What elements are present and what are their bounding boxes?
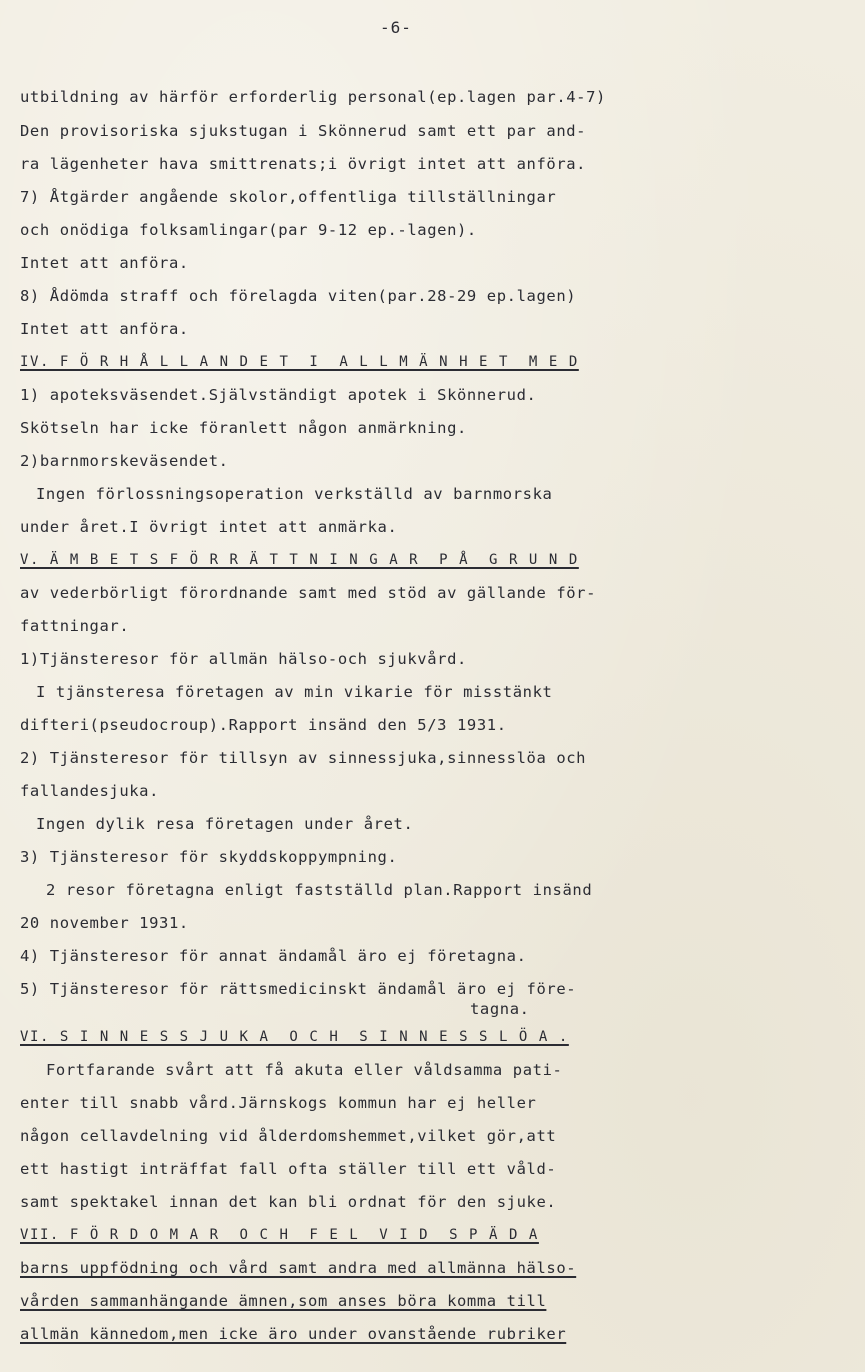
text-line-23: Ingen dylik resa företagen under året. (36, 815, 414, 833)
text-line-7: 8) Ådömda straff och förelagda viten(par.28-29 ep.lagen) (20, 287, 577, 305)
text-line-19: I tjänsteresa företagen av min vikarie för misstänkt (36, 683, 553, 701)
text-line-16: av vederbörligt förordnande samt med stöd av gällande för- (20, 584, 597, 602)
text-line-35: samt spektakel innan det kan bli ordnat för den sjuke. (20, 1193, 557, 1211)
text-line-27: 4) Tjänsteresor för annat ändamål äro ej företagna. (20, 947, 527, 965)
text-line-2: Den provisoriska sjukstugan i Skönnerud samt ett par and- (20, 122, 587, 140)
text-line-20: difteri(pseudocroup).Rapport insänd den 5/3 1931. (20, 716, 507, 734)
text-line-11: Skötseln har icke föranlett någon anmärkning. (20, 419, 467, 437)
text-line-13: Ingen förlossningsoperation verkställd av barnmorska (36, 485, 553, 503)
text-line-29: tagna. (470, 1000, 530, 1018)
page-number: -6- (380, 18, 412, 37)
text-line-21: 2) Tjänsteresor för tillsyn av sinnessjuka,sinnesslöa och (20, 749, 587, 767)
text-line-5: och onödiga folksamlingar(par 9-12 ep.-lagen). (20, 221, 477, 239)
text-line-4: 7) Åtgärder angående skolor,offentliga tillställningar (20, 188, 557, 206)
text-line-6: Intet att anföra. (20, 254, 189, 272)
text-line-38: vården sammanhängande ämnen,som anses böra komma till (20, 1292, 547, 1310)
text-line-37: barns uppfödning och vård samt andra med allmänna hälso- (20, 1259, 577, 1277)
text-line-33: någon cellavdelning vid ålderdomshemmet,vilket gör,att (20, 1127, 557, 1145)
section-heading-v: V. Ä M B E T S F Ö R R Ä T T N I N G A R P Å G R U N D (20, 552, 579, 568)
text-line-22: fallandesjuka. (20, 782, 160, 800)
text-line-17: fattningar. (20, 617, 130, 635)
section-heading-vi: VI. S I N N E S S J U K A O C H S I N N E S S L Ö A . (20, 1029, 569, 1045)
text-line-28: 5) Tjänsteresor för rättsmedicinskt ändamål äro ej före- (20, 980, 577, 998)
text-line-8: Intet att anföra. (20, 320, 189, 338)
text-line-34: ett hastigt inträffat fall ofta ställer till ett våld- (20, 1160, 557, 1178)
text-line-31: Fortfarande svårt att få akuta eller våldsamma pati- (46, 1061, 563, 1079)
text-line-25: 2 resor företagna enligt fastställd plan.Rapport insänd (46, 881, 593, 899)
text-line-18: 1)Tjänsteresor för allmän hälso-och sjukvård. (20, 650, 467, 668)
text-line-14: under året.I övrigt intet att anmärka. (20, 518, 398, 536)
text-line-12: 2)barnmorskeväsendet. (20, 452, 229, 470)
text-line-10: 1) apoteksväsendet.Självständigt apotek i Skönnerud. (20, 386, 537, 404)
text-line-24: 3) Tjänsteresor för skyddskoppympning. (20, 848, 398, 866)
section-heading-iv: IV. F Ö R H Å L L A N D E T I A L L M Ä N H E T M E D (20, 354, 579, 370)
text-line-3: ra lägenheter hava smittrenats;i övrigt intet att anföra. (20, 155, 587, 173)
text-line-39: allmän kännedom,men icke äro under ovanstående rubriker (20, 1325, 567, 1343)
section-heading-vii: VII. F Ö R D O M A R O C H F E L V I D S P Ä D A (20, 1227, 539, 1243)
text-line-32: enter till snabb vård.Järnskogs kommun har ej heller (20, 1094, 537, 1112)
text-line-1: utbildning av härför erforderlig personal(ep.lagen par.4-7) (20, 88, 606, 106)
text-line-26: 20 november 1931. (20, 914, 189, 932)
